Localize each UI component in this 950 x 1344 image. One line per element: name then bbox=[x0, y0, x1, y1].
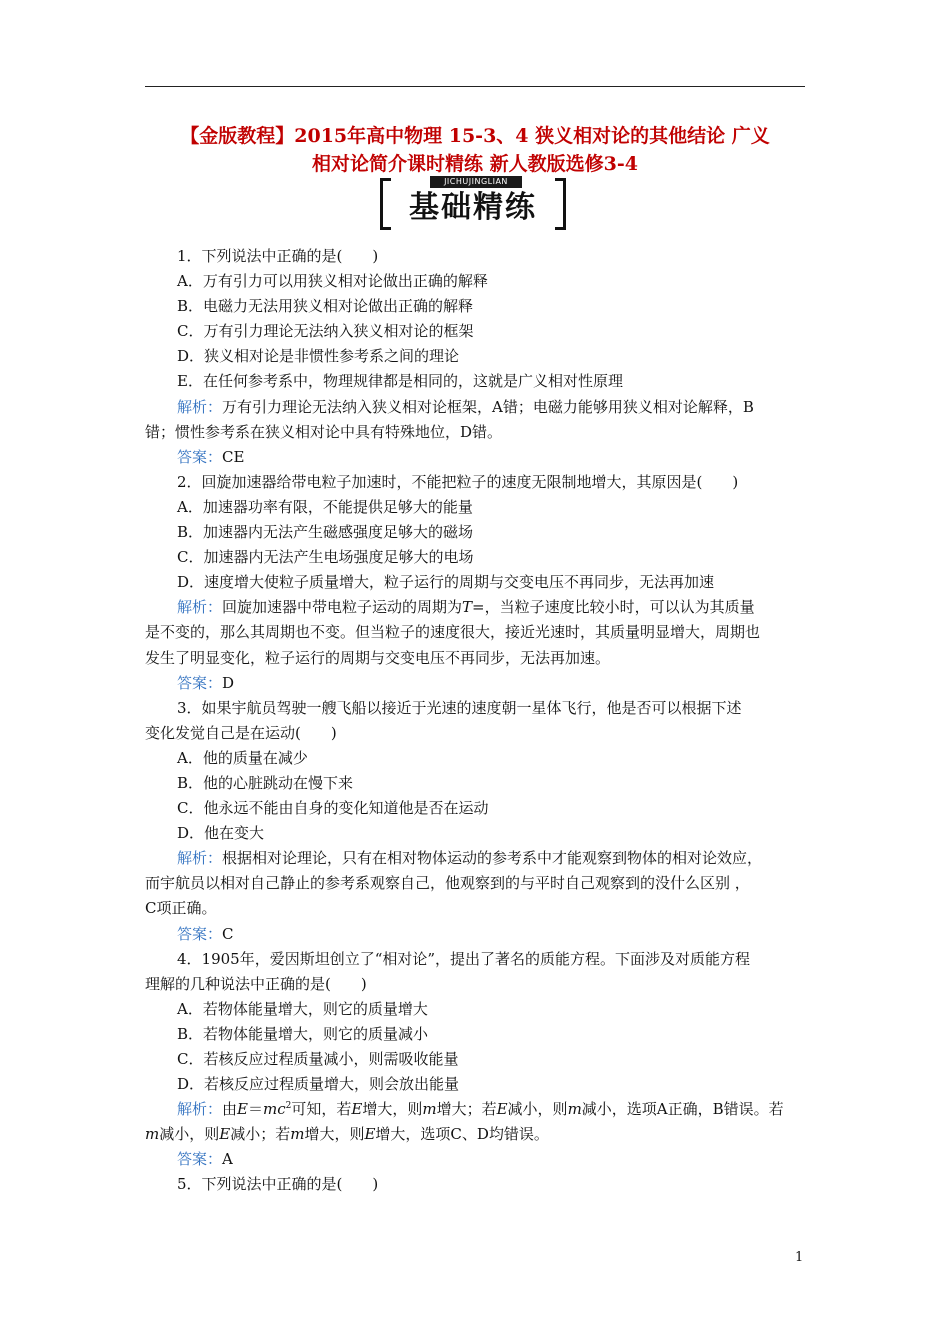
analysis-text: 可知，若 bbox=[291, 1100, 352, 1119]
question-line: 5．下列说法中正确的是( ) bbox=[177, 1175, 379, 1194]
answer-text: D bbox=[222, 673, 235, 692]
math-var: E bbox=[237, 1100, 248, 1119]
answer-line bbox=[145, 671, 807, 696]
answer-text: C bbox=[222, 924, 234, 943]
analysis-text: 增大，选项C、D均错误。 bbox=[375, 1125, 549, 1144]
math-var: E bbox=[219, 1125, 231, 1144]
analysis-label: 解析： bbox=[177, 598, 223, 617]
analysis-text: 根据相对论理论，只有在相对物体运动的参考系中才能观察到物体的相对论效应， bbox=[222, 849, 763, 868]
option-line: B．电磁力无法用狭义相对论做出正确的解释 bbox=[177, 297, 474, 316]
exercise-content bbox=[145, 244, 807, 1198]
document-title bbox=[140, 122, 810, 178]
option-line: E．在任何参考系中，物理规律都是相同的，这就是广义相对性原理 bbox=[177, 372, 623, 391]
analysis-line: 发生了明显变化，粒子运行的周期与交变电压不再同步，无法再加速。 bbox=[145, 648, 611, 667]
section-badge bbox=[380, 176, 566, 230]
analysis-text: 增大，则 bbox=[362, 1100, 423, 1119]
math-var: m bbox=[567, 1100, 582, 1119]
math-exponent: 2 bbox=[285, 1101, 292, 1112]
question-line: 3．如果宇航员驾驶一艘飞船以接近于光速的速度朝一星体飞行，他是否可以根据下述 bbox=[177, 698, 742, 717]
analysis-line bbox=[145, 1097, 807, 1122]
answer-text: A bbox=[222, 1150, 233, 1169]
badge-pinyin: JICHUJINGLIAN bbox=[430, 176, 522, 188]
option-line: A．他的质量在减少 bbox=[177, 748, 308, 767]
math-var: m bbox=[290, 1125, 305, 1144]
analysis-line: 错；惯性参考系在狭义相对论中具有特殊地位，D错。 bbox=[145, 422, 503, 441]
left-bracket bbox=[380, 178, 391, 230]
math-var: E bbox=[496, 1100, 508, 1119]
title-line-1: 【金版教程】2015年高中物理 15-3、4 狭义相对论的其他结论 广义 bbox=[180, 125, 770, 147]
option-line: C．他永远不能由自身的变化知道他是否在运动 bbox=[177, 799, 489, 818]
analysis-text: 减小；若 bbox=[230, 1125, 291, 1144]
analysis-text: =，当粒子速度比较小时，可以认为其质量 bbox=[472, 598, 755, 617]
option-line: B．他的心脏跳动在慢下来 bbox=[177, 773, 354, 792]
question-line: 变化发觉自己是在运动( ) bbox=[145, 723, 337, 742]
analysis-text: 万有引力理论无法纳入狭义相对论框架，A错；电磁力能够用狭义相对论解释，B bbox=[222, 397, 754, 416]
option-line: C．万有引力理论无法纳入狭义相对论的框架 bbox=[177, 322, 474, 341]
analysis-text: 由 bbox=[222, 1100, 238, 1119]
option-line: D．他在变大 bbox=[177, 824, 265, 843]
option-line: A．若物体能量增大，则它的质量增大 bbox=[177, 999, 428, 1018]
math-var: E bbox=[351, 1100, 363, 1119]
page-number: 1 bbox=[795, 1250, 804, 1265]
answer-label: 答案： bbox=[177, 1150, 223, 1169]
answer-label: 答案： bbox=[177, 673, 223, 692]
analysis-line bbox=[145, 846, 807, 871]
option-line: A．加速器功率有限，不能提供足够大的能量 bbox=[177, 497, 473, 516]
analysis-text: 回旋加速器中带电粒子运动的周期为 bbox=[222, 598, 463, 617]
math-var: m bbox=[422, 1100, 437, 1119]
analysis-line: C项正确。 bbox=[145, 899, 217, 918]
analysis-text: 增大；若 bbox=[436, 1100, 497, 1119]
question-line: 2．回旋加速器给带电粒子加速时，不能把粒子的速度无限制地增大，其原因是( ) bbox=[177, 472, 739, 491]
analysis-label: 解析： bbox=[177, 849, 223, 868]
math-var: T bbox=[462, 598, 473, 617]
math-var: E bbox=[364, 1125, 376, 1144]
option-line: D．若核反应过程质量增大，则会放出能量 bbox=[177, 1075, 460, 1094]
analysis-line: 而宇航员以相对自己静止的参考系观察自己，他观察到的与平时自己观察到的没什么区别 ， bbox=[145, 874, 750, 893]
analysis-line bbox=[145, 1122, 807, 1147]
title-line-2: 相对论简介课时精练 新人教版选修3-4 bbox=[312, 153, 638, 175]
option-line: C．加速器内无法产生电场强度足够大的电场 bbox=[177, 548, 474, 567]
option-line: A．万有引力可以用狭义相对论做出正确的解释 bbox=[177, 272, 488, 291]
answer-line bbox=[145, 1147, 807, 1172]
math-var: mc bbox=[263, 1100, 286, 1119]
question-line: 4．1905年，爱因斯坦创立了“相对论”，提出了著名的质能方程。下面涉及对质能方程 bbox=[177, 949, 751, 968]
analysis-text: 增大，则 bbox=[304, 1125, 365, 1144]
analysis-label: 解析： bbox=[177, 397, 223, 416]
option-line: D．速度增大使粒子质量增大，粒子运行的周期与交变电压不再同步，无法再加速 bbox=[177, 573, 715, 592]
analysis-label: 解析： bbox=[177, 1100, 223, 1119]
math-var: m bbox=[145, 1125, 160, 1144]
option-line: B．加速器内无法产生磁感强度足够大的磁场 bbox=[177, 523, 474, 542]
analysis-text: 减小，选项A正确，B错误。若 bbox=[581, 1100, 784, 1119]
analysis-text: 减小，则 bbox=[159, 1125, 220, 1144]
analysis-text: 减小，则 bbox=[507, 1100, 568, 1119]
option-line: B．若物体能量增大，则它的质量减小 bbox=[177, 1024, 429, 1043]
answer-label: 答案： bbox=[177, 924, 223, 943]
answer-line bbox=[145, 922, 807, 947]
right-bracket bbox=[555, 178, 566, 230]
option-line: D．狭义相对论是非惯性参考系之间的理论 bbox=[177, 347, 460, 366]
analysis-line bbox=[145, 395, 807, 420]
analysis-text: ＝ bbox=[247, 1100, 263, 1119]
analysis-line: 是不变的，那么其周期也不变。但当粒子的速度很大，接近光速时，其质量明显增大，周期也 bbox=[145, 623, 761, 642]
badge-label: 基础精练 bbox=[409, 190, 537, 225]
analysis-line bbox=[145, 595, 807, 620]
question-line: 1．下列说法中正确的是( ) bbox=[177, 247, 379, 265]
option-line: C．若核反应过程质量减小，则需吸收能量 bbox=[177, 1050, 459, 1068]
answer-label: 答案： bbox=[177, 447, 223, 466]
answer-line bbox=[145, 445, 807, 470]
answer-text: CE bbox=[222, 447, 245, 466]
header-rule bbox=[145, 86, 805, 87]
question-line: 理解的几种说法中正确的是( ) bbox=[145, 974, 367, 993]
